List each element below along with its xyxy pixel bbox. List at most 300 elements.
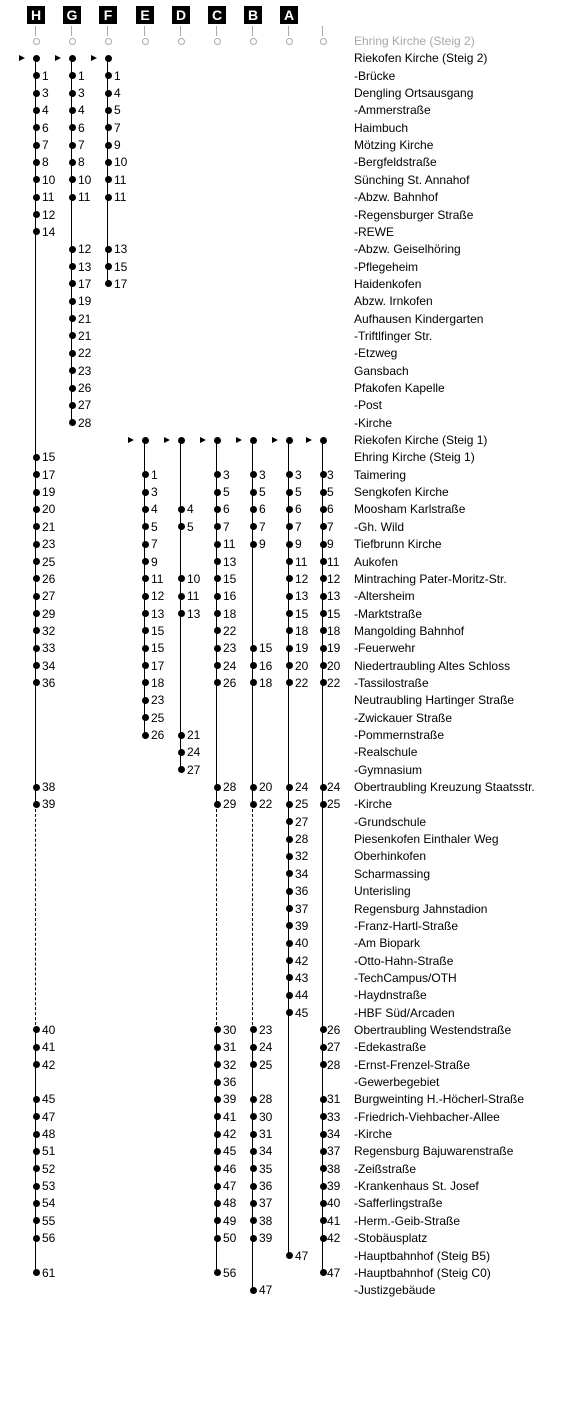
minute-label: 3 (295, 467, 302, 482)
stop-dot (250, 1217, 257, 1224)
route-badge-a: A (280, 6, 298, 24)
stop-dot (286, 1009, 293, 1016)
minute-label: 6 (295, 502, 302, 517)
stop-dot (178, 732, 185, 739)
stop-dot (69, 385, 76, 392)
stop-name: -Bergfeldstraße (354, 155, 437, 170)
minute-label: 9 (259, 537, 266, 552)
minute-label: 13 (114, 242, 128, 257)
stop-name: Dengling Ortsausgang (354, 86, 474, 101)
stop-dot (69, 142, 76, 149)
stop-name: -Justizgebäude (354, 1283, 436, 1298)
minute-label: 11 (114, 172, 127, 187)
route-line (35, 58, 36, 804)
stop-dot (33, 541, 40, 548)
stop-dot (105, 280, 112, 287)
stop-dot (142, 627, 149, 634)
stop-name: Ehring Kirche (Steig 1) (354, 450, 475, 465)
minute-label: 25 (151, 710, 165, 725)
stop-name: -Gewerbegebiet (354, 1075, 440, 1089)
minute-label: 26 (223, 675, 237, 690)
minute-label: 10 (187, 571, 201, 586)
minute-label: 19 (42, 485, 56, 500)
minute-label: 11 (223, 537, 236, 552)
minute-label: 24 (327, 780, 341, 795)
stop-name: -Zwickauer Straße (354, 710, 453, 725)
minute-label: 18 (223, 606, 237, 621)
stop-dot (250, 471, 257, 478)
minute-label: 31 (223, 1040, 237, 1055)
minute-label: 11 (151, 571, 164, 586)
stop-name: -Regensburger Straße (354, 207, 474, 222)
stop-dot (250, 679, 257, 686)
stop-name: Regensburg Jahnstadion (354, 901, 488, 916)
route-badge-f: F (99, 6, 117, 24)
minute-label: 32 (223, 1057, 237, 1072)
minute-label: 13 (151, 606, 165, 621)
minute-label: 52 (42, 1161, 56, 1176)
stop-dot (33, 1235, 40, 1242)
minute-label: 10 (78, 172, 92, 187)
minute-label: 16 (223, 589, 237, 604)
minute-label: 24 (223, 658, 237, 673)
stop-name: Ehring Kirche (Steig 2) (354, 34, 475, 48)
stop-dot (33, 1131, 40, 1138)
stop-name: -Otto-Hahn-Straße (354, 953, 454, 968)
minute-label: 31 (327, 1092, 341, 1107)
stop-name: -REWE (354, 224, 394, 239)
minute-label: 4 (151, 502, 158, 517)
stop-dot (69, 419, 76, 426)
minute-label: 15 (259, 641, 273, 656)
minute-label: 39 (259, 1231, 273, 1246)
minute-label: 48 (223, 1196, 237, 1211)
stop-name: -Kirche (354, 797, 393, 812)
open-circle-marker (33, 38, 40, 45)
stop-dot (250, 506, 257, 513)
stop-dot (286, 974, 293, 981)
stop-dot (214, 1148, 221, 1155)
stop-name: -Grundschule (354, 814, 427, 829)
minute-label: 22 (223, 623, 237, 638)
stop-name: Mangolding Bahnhof (354, 623, 465, 638)
minute-label: 27 (295, 814, 309, 829)
open-circle-marker (250, 38, 257, 45)
minute-label: 21 (42, 519, 56, 534)
route-header-stub (216, 26, 217, 36)
minute-label: 5 (114, 103, 121, 118)
stop-dot (33, 1183, 40, 1190)
stop-name: Riekofen Kirche (Steig 1) (354, 433, 488, 448)
minute-label: 24 (187, 745, 201, 760)
stop-dot (286, 905, 293, 912)
minute-label: 22 (295, 675, 309, 690)
stop-dot (286, 992, 293, 999)
minute-label: 28 (259, 1092, 273, 1107)
stop-dot (214, 575, 221, 582)
minute-label: 33 (42, 641, 56, 656)
route-header-stub (322, 26, 323, 36)
stop-dot (33, 454, 40, 461)
stop-name: -Etzweg (354, 346, 398, 361)
minute-label: 17 (151, 658, 165, 673)
stop-dot (142, 732, 149, 739)
minute-label: 37 (259, 1196, 273, 1211)
stop-dot (250, 1044, 257, 1051)
minute-label: 20 (327, 658, 341, 673)
stop-dot (214, 662, 221, 669)
stop-dot (250, 1165, 257, 1172)
minute-label: 15 (42, 450, 56, 465)
stop-dot (214, 1026, 221, 1033)
start-arrow (164, 437, 170, 443)
minute-label: 18 (151, 675, 165, 690)
minute-label: 36 (295, 884, 309, 899)
minute-label: 13 (327, 589, 341, 604)
stop-dot (33, 124, 40, 131)
route-badge-b: B (244, 6, 262, 24)
stop-dot (33, 194, 40, 201)
minute-label: 3 (42, 86, 49, 101)
start-arrow (200, 437, 206, 443)
minute-label: 9 (114, 138, 121, 153)
start-dot (178, 437, 185, 444)
start-arrow (236, 437, 242, 443)
route-header-stub (144, 26, 145, 36)
stop-dot (214, 645, 221, 652)
minute-label: 27 (327, 1040, 341, 1055)
minute-label: 47 (259, 1283, 273, 1298)
stop-name: -Brücke (354, 68, 396, 83)
minute-label: 15 (327, 606, 341, 621)
minute-label: 7 (259, 519, 266, 534)
open-circle-marker (214, 38, 221, 45)
stop-name: Obertraubling Kreuzung Staatsstr. (354, 780, 535, 795)
stop-name: -Ernst-Frenzel-Straße (354, 1057, 471, 1072)
stop-dot (320, 471, 327, 478)
minute-label: 15 (295, 606, 309, 621)
stop-dot (33, 558, 40, 565)
stop-dot (320, 593, 327, 600)
stop-name: Riekofen Kirche (Steig 2) (354, 51, 488, 66)
minute-label: 41 (327, 1213, 341, 1228)
stop-dot (33, 1026, 40, 1033)
minute-label: 12 (78, 242, 92, 257)
minute-label: 7 (114, 120, 121, 135)
minute-label: 7 (327, 519, 334, 534)
minute-label: 6 (42, 120, 49, 135)
minute-label: 39 (327, 1179, 341, 1194)
minute-label: 45 (42, 1092, 56, 1107)
minute-label: 18 (327, 623, 341, 638)
minute-label: 40 (327, 1196, 341, 1211)
stop-dot (33, 523, 40, 530)
stop-dot (142, 662, 149, 669)
stop-dot (214, 1113, 221, 1120)
stop-name: -Marktstraße (354, 606, 423, 621)
stop-dot (286, 506, 293, 513)
minute-label: 38 (42, 780, 56, 795)
minute-label: 15 (151, 623, 165, 638)
minute-label: 25 (295, 797, 309, 812)
minute-label: 42 (42, 1057, 56, 1072)
route-badge-g: G (63, 6, 81, 24)
stop-name: Tiefbrunn Kirche (354, 537, 442, 552)
stop-dot (214, 784, 221, 791)
stop-dot (33, 176, 40, 183)
minute-label: 1 (42, 68, 49, 83)
stop-dot (142, 645, 149, 652)
stop-dot (33, 1200, 40, 1207)
stop-dot (33, 1044, 40, 1051)
minute-label: 37 (327, 1144, 341, 1159)
minute-label: 56 (223, 1265, 237, 1280)
minute-label: 9 (295, 537, 302, 552)
minute-label: 30 (259, 1109, 273, 1124)
route-line-dashed (35, 804, 36, 1030)
minute-label: 24 (259, 1040, 273, 1055)
minute-label: 12 (295, 571, 309, 586)
stop-dot (320, 1200, 327, 1207)
stop-dot (286, 489, 293, 496)
stop-name: Taimering (354, 467, 407, 482)
minute-label: 45 (223, 1144, 237, 1159)
stop-dot (286, 558, 293, 565)
minute-label: 13 (223, 554, 237, 569)
stop-dot (250, 1061, 257, 1068)
minute-label: 36 (42, 675, 56, 690)
stop-dot (33, 90, 40, 97)
minute-label: 53 (42, 1179, 56, 1194)
minute-label: 26 (327, 1022, 341, 1037)
minute-label: 22 (259, 797, 273, 812)
start-dot (214, 437, 221, 444)
stop-dot (286, 888, 293, 895)
minute-label: 34 (259, 1144, 273, 1159)
stop-dot (250, 645, 257, 652)
minute-label: 50 (223, 1231, 237, 1246)
stop-name: -Gh. Wild (354, 519, 405, 534)
stop-dot (250, 1183, 257, 1190)
minute-label: 37 (295, 901, 309, 916)
stop-dot (142, 575, 149, 582)
stop-dot (33, 1148, 40, 1155)
stop-dot (105, 90, 112, 97)
minute-label: 28 (78, 415, 92, 430)
stop-dot (250, 1235, 257, 1242)
stop-name: Abzw. Irnkofen (354, 294, 433, 309)
stop-dot (69, 332, 76, 339)
stop-dot (214, 506, 221, 513)
stop-dot (214, 679, 221, 686)
minute-label: 18 (295, 623, 309, 638)
stop-name: -Pflegeheim (354, 259, 419, 274)
stop-name: -Altersheim (354, 589, 415, 604)
stop-name: -Herm.-Geib-Straße (354, 1213, 461, 1228)
minute-label: 14 (42, 224, 56, 239)
route-header-stub (35, 26, 36, 36)
stop-name: -Tassilostraße (354, 675, 429, 690)
minute-label: 11 (327, 554, 340, 569)
stop-dot (320, 1113, 327, 1120)
minute-label: 39 (223, 1092, 237, 1107)
minute-label: 46 (223, 1161, 237, 1176)
minute-label: 24 (295, 780, 309, 795)
minute-label: 22 (78, 346, 92, 361)
stop-name: Neutraubling Hartinger Straße (354, 693, 515, 708)
stop-dot (69, 315, 76, 322)
minute-label: 48 (42, 1127, 56, 1142)
stop-dot (286, 853, 293, 860)
stop-name: -Post (354, 398, 383, 413)
stop-dot (33, 1165, 40, 1172)
minute-label: 13 (187, 606, 201, 621)
stop-dot (142, 523, 149, 530)
route-line (180, 440, 181, 770)
stop-dot (69, 72, 76, 79)
minute-label: 42 (327, 1231, 341, 1246)
stop-dot (286, 593, 293, 600)
stop-dot (33, 471, 40, 478)
stop-dot (105, 107, 112, 114)
stop-dot (69, 107, 76, 114)
stop-dot (33, 593, 40, 600)
minute-label: 5 (187, 519, 194, 534)
stop-dot (320, 801, 327, 808)
stop-name: Piesenkofen Einthaler Weg (354, 832, 499, 847)
stop-dot (33, 506, 40, 513)
stop-name: Gansbach (354, 363, 409, 378)
stop-dot (214, 1096, 221, 1103)
route-line (144, 440, 145, 735)
stop-dot (33, 72, 40, 79)
minute-label: 19 (78, 294, 92, 309)
minute-label: 39 (42, 797, 56, 812)
minute-label: 26 (151, 728, 165, 742)
stop-dot (286, 662, 293, 669)
minute-label: 49 (223, 1213, 237, 1228)
stop-dot (105, 246, 112, 253)
stop-dot (33, 489, 40, 496)
stop-dot (286, 801, 293, 808)
minute-label: 15 (223, 571, 237, 586)
minute-label: 51 (42, 1144, 56, 1159)
stop-dot (142, 541, 149, 548)
minute-label: 30 (223, 1022, 237, 1037)
stop-dot (286, 784, 293, 791)
minute-label: 35 (259, 1161, 273, 1176)
start-arrow (306, 437, 312, 443)
start-arrow (91, 55, 97, 61)
stop-dot (214, 523, 221, 530)
minute-label: 10 (42, 172, 56, 187)
minute-label: 7 (42, 138, 49, 153)
stop-dot (33, 627, 40, 634)
minute-label: 11 (114, 190, 127, 205)
minute-label: 11 (187, 589, 200, 604)
minute-label: 21 (78, 328, 92, 343)
stop-dot (320, 541, 327, 548)
minute-label: 44 (295, 988, 309, 1003)
minute-label: 21 (78, 311, 92, 326)
stop-name: Oberhinkofen (354, 849, 427, 864)
stop-name: Haidenkofen (354, 276, 422, 291)
minute-label: 25 (327, 797, 341, 812)
stop-dot (286, 940, 293, 947)
stop-dot (214, 471, 221, 478)
stop-dot (33, 662, 40, 669)
stop-name: -Stobäusplatz (354, 1231, 428, 1246)
stop-name: Moosham Karlstraße (354, 502, 466, 517)
stop-name: -Am Biopark (354, 936, 421, 951)
stop-dot (69, 402, 76, 409)
minute-label: 12 (151, 589, 165, 604)
stop-dot (214, 558, 221, 565)
minute-label: 34 (327, 1127, 341, 1142)
stop-dot (320, 784, 327, 791)
stop-dot (320, 1061, 327, 1068)
stop-dot (69, 350, 76, 357)
stop-name: -TechCampus/OTH (354, 970, 457, 985)
stop-name: -Edekastraße (354, 1040, 427, 1055)
minute-label: 13 (295, 589, 309, 604)
route-header-stub (107, 26, 108, 36)
stop-dot (250, 1096, 257, 1103)
stop-dot (69, 246, 76, 253)
minute-label: 6 (259, 502, 266, 517)
stop-dot (320, 679, 327, 686)
minute-label: 28 (327, 1057, 341, 1072)
stop-dot (286, 541, 293, 548)
stop-dot (286, 870, 293, 877)
stop-dot (105, 142, 112, 149)
stop-dot (286, 1252, 293, 1259)
minute-label: 4 (78, 103, 85, 118)
minute-label: 32 (295, 849, 309, 864)
stop-dot (33, 1269, 40, 1276)
stop-dot (105, 176, 112, 183)
stop-dot (320, 523, 327, 530)
open-circle-marker (142, 38, 149, 45)
stop-dot (178, 575, 185, 582)
stop-dot (69, 280, 76, 287)
minute-label: 43 (295, 970, 309, 985)
start-dot (250, 437, 257, 444)
minute-label: 1 (114, 68, 121, 83)
stop-dot (214, 1235, 221, 1242)
open-circle-marker (286, 38, 293, 45)
stop-name: Sengkofen Kirche (354, 485, 449, 500)
minute-label: 17 (42, 467, 56, 482)
stop-dot (320, 575, 327, 582)
minute-label: 5 (327, 485, 334, 500)
stop-name: Haimbuch (354, 120, 409, 135)
stop-dot (142, 697, 149, 704)
stop-dot (286, 679, 293, 686)
start-arrow (272, 437, 278, 443)
stop-dot (286, 836, 293, 843)
stop-dot (250, 662, 257, 669)
stop-dot (105, 159, 112, 166)
minute-label: 15 (114, 259, 128, 274)
minute-label: 20 (295, 658, 309, 673)
minute-label: 32 (42, 623, 56, 638)
minute-label: 29 (42, 606, 56, 621)
minute-label: 31 (259, 1127, 273, 1142)
stop-name: -Hauptbahnhof (Steig B5) (354, 1248, 491, 1263)
stop-dot (320, 489, 327, 496)
minute-label: 42 (295, 953, 309, 968)
